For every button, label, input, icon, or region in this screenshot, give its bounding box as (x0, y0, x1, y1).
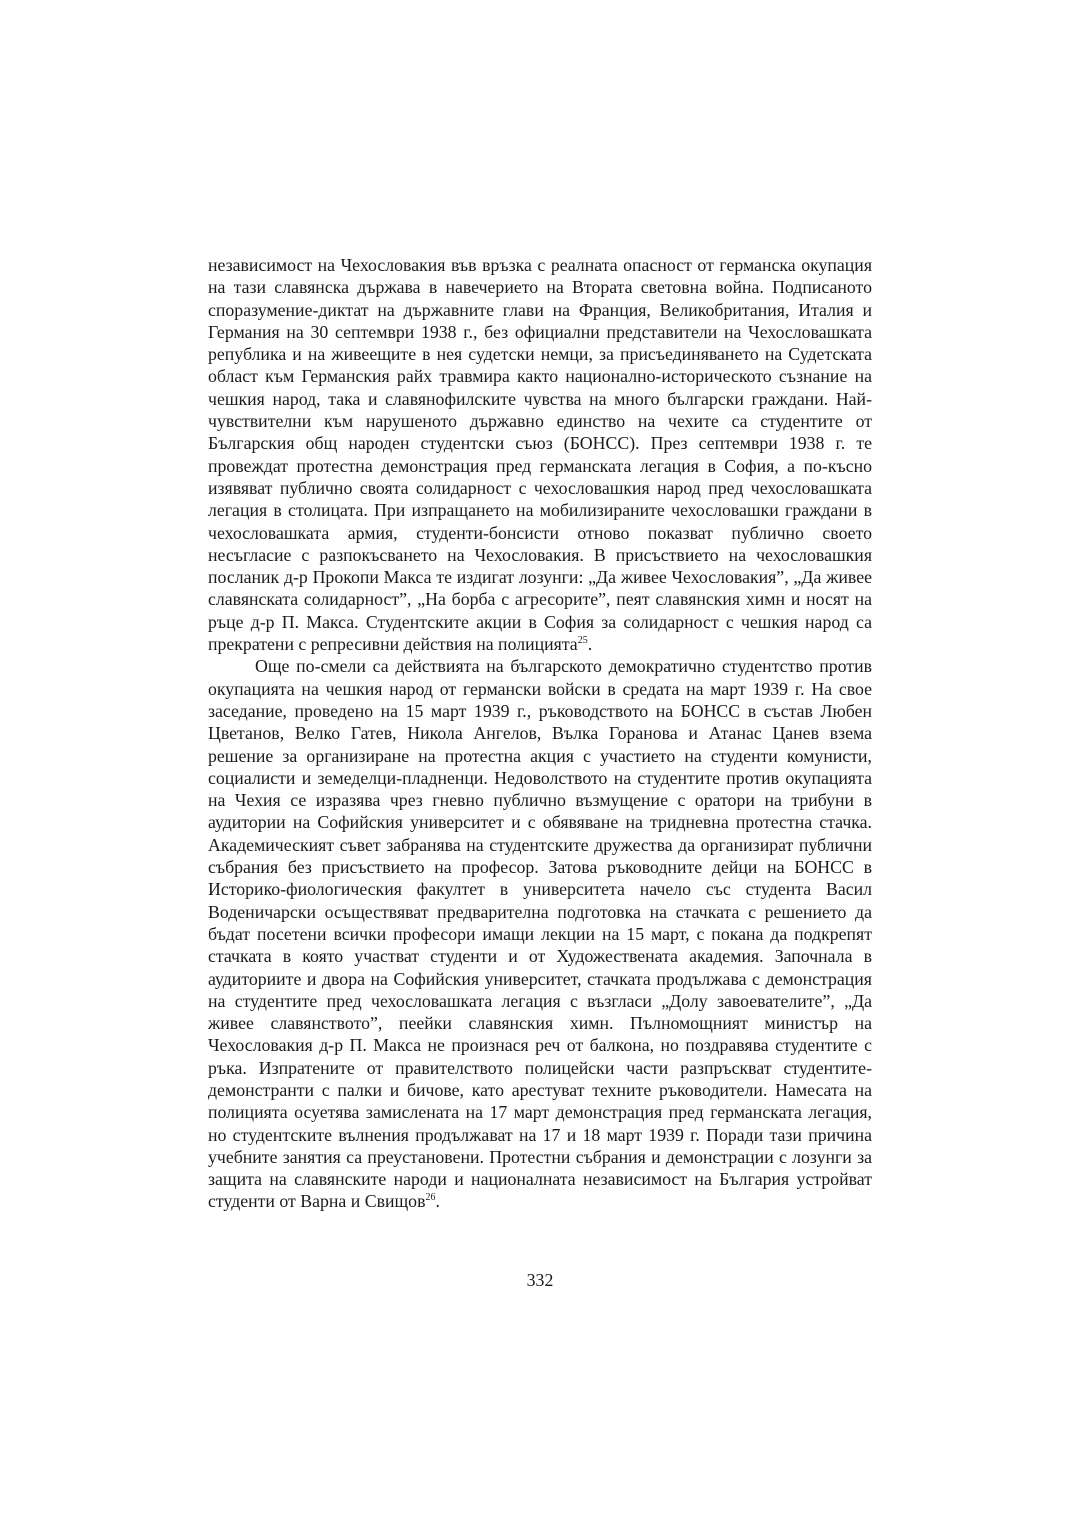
paragraph-text: Още по-смели са действията на българското демократично студентство против окупацията на чешкия народ от германски войски в средата на март 1939 г. На свое заседание, проведено на 15 март 1939 г., ръководството на БОНСС в състав Любен Цветанов, Велко Гатев, Никола Ангелов, Вълка Горанова и Атанас Цанев взема решение за организиране на протестна акция с участието на студенти комунисти, социалисти и земеделци-пладненци. Недоволството на студентите против окупацията на Чехия се изразява чрез гневно публично възмущение с оратори на трибуни в аудитории на Софийския университет и с обявяване на тридневна протестна стачка. Академическият съвет забранява на студентските дружества да организират публични събрания без присъствието на професор. Затова ръководните дейци на БОНСС в Историко-фиологическия факултет в университета начело със студента Васил Воденичарски осъществяват предварителна подготовка на стачката с решението да бъдат посетени всички професори имащи лекции на 15 март, с покана да подкрепят стачката в която участват студенти и от Художествената академия. Започнала в аудиториите и двора на Софийския университет, стачката продължава с демонстрация на студентите пред чехословашката легация с възгласи „Долу завоевателите”, „Да живее славянството”, пеейки славянския химн. Пълномощният министър на Чехословакия д-р П. Макса не произнася реч от балкона, но поздравява студентите с ръка. Изпратените от правителството полицейски части разпръскват студентите-демонстранти с палки и бичове, като арестуват техните ръководители. Намесата на полицията осуетява замислената на 17 март демонстрация пред германската легация, но студентските вълнения продължават на 17 и 18 март 1939 г. Поради тази причина учебните занятия са преустановени. Протестни събрания и демонстрации с лозунги за защита на славянските народи и националната независимост на България устройват студенти от Варна и Свищов (208, 656, 872, 1212)
paragraph-end: . (435, 1191, 440, 1212)
footnote-marker[interactable]: 26 (425, 1192, 436, 1204)
page-number: 332 (526, 1270, 554, 1290)
page-body (208, 254, 872, 1213)
paragraph (208, 655, 872, 1212)
footnote-marker[interactable]: 25 (577, 635, 588, 647)
paragraph-end: . (587, 634, 593, 655)
paragraph (208, 254, 872, 655)
paragraph-text: независимост на Чехословакия във връзка с реалната опасност от германска окупация на тази славянска държава в навечерието на Втората световна война. Подписаното споразумение-диктат на държавните глави на Франция, Великобритания, Италия и Германия на 30 септември 1938 г., без официални представители на Чехословашката република и на живеещите в нея судетски немци, за присъединяването на Судетската област към Германския райх травмира както национално-историческото съзнание на чешкия народ, така и славянофилските чувства на много български граждани. Най-чувствителни към нарушеното държавно единство на чехите са студентите от Българския общ народен студентски съюз (БОНСС). През септември 1938 г. те провеждат протестна демонстрация пред германската легация в София, а по-късно изявяват публично своята солидарност с чехословашкия народ пред чехословашката легация в столицата. При изпращането на мобилизираните чехословашки граждани в чехословашката армия, студенти-бонсисти отново показват публично своето несъгласие с разпокъсването на Чехословакия. В присъствието на чехословашкия посланик д-р Прокопи Макса те издигат лозунги: „Да живее Чехословакия”, „Да живее славянската солидарност”, „На борба с агресорите”, пеят славянския химн и носят на ръце д-р П. Макса. Студентските акции в София за солидарност с чешкия народ са прекратени с репресивни действия на полицията (208, 255, 872, 655)
